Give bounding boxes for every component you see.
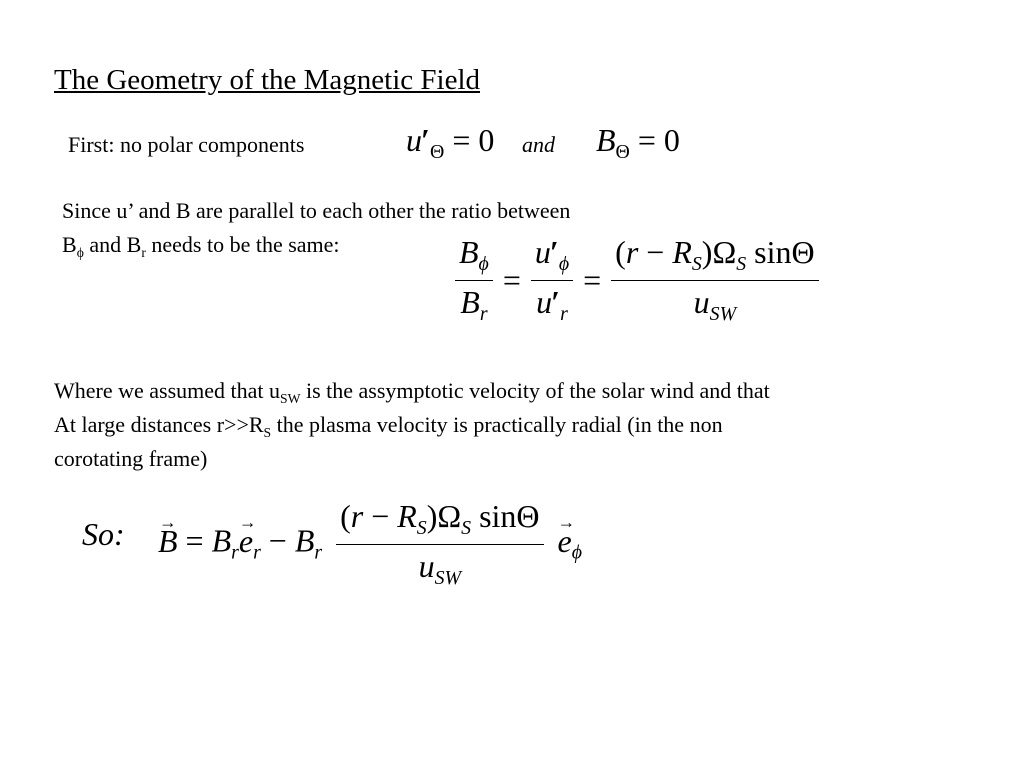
slide-title: The Geometry of the Magnetic Field	[54, 64, 481, 96]
minus-sign: −	[363, 498, 398, 534]
eq-u-symbol: u	[406, 122, 422, 158]
fraction-bar	[336, 544, 543, 545]
frac2-den-sub: r	[560, 302, 568, 325]
where-l2-sub: S	[263, 424, 272, 440]
ephi-sub: ϕ	[571, 541, 582, 564]
prime-mark: ′	[551, 283, 561, 320]
frac3-R-sub: S	[691, 252, 702, 275]
ratio-equation	[455, 236, 819, 325]
frac2-num: u	[534, 234, 551, 270]
so-R-sub: S	[416, 516, 427, 539]
equals-sign: =	[583, 262, 602, 299]
paren-open: (	[615, 234, 626, 270]
er-sub: r	[253, 541, 261, 564]
frac1-num: B	[459, 234, 479, 270]
first-line-text: First: no polar components	[68, 132, 305, 157]
fraction-bar	[531, 280, 573, 281]
fraction-b	[455, 236, 493, 325]
eq-b-symbol: B	[596, 122, 616, 158]
unit-vector-ephi: → e	[558, 525, 572, 557]
so-label: So:	[82, 516, 125, 552]
frac3-omega-sub: S	[736, 252, 747, 275]
minus-sign: −	[638, 234, 673, 270]
where-l1a: Where we assumed that u	[54, 378, 281, 403]
where-l2a: At large distances r>>R	[54, 412, 264, 437]
frac1-num-sub: ϕ	[478, 252, 489, 275]
where-l1b: is the assymptotic velocity of the solar wind and that	[300, 378, 770, 403]
fraction-omega-2	[336, 500, 543, 589]
frac3-R: R	[672, 234, 692, 270]
since-rest: needs to be the same:	[145, 232, 340, 257]
field-equation	[158, 500, 582, 589]
frac3-r: r	[625, 234, 639, 270]
fraction-omega	[611, 236, 818, 325]
since-b: B	[62, 232, 77, 257]
since-line-2	[62, 232, 340, 261]
frac3-den-sub: SW	[709, 302, 737, 325]
b-r-2: B	[294, 522, 315, 559]
so-den: u	[418, 547, 435, 584]
eq-u-rhs: = 0	[452, 122, 495, 158]
so-r: r	[350, 498, 364, 534]
since-r-sub: r	[141, 244, 146, 260]
where-l2b: the plasma velocity is practically radial (in the non	[271, 412, 723, 437]
so-omega-sub: S	[461, 516, 472, 539]
minus-sign: −	[260, 522, 295, 559]
equals-sign: =	[502, 262, 521, 299]
prime-mark: ′	[549, 234, 559, 270]
prime-mark: ′	[421, 122, 430, 158]
paren-open: (	[340, 498, 351, 534]
and-word: and	[522, 132, 555, 157]
fraction-bar	[611, 280, 818, 281]
so-R: R	[397, 498, 417, 534]
b-r-sub: r	[231, 541, 239, 564]
where-line-1	[54, 378, 770, 407]
frac1-den-sub: r	[479, 302, 488, 325]
equation-u-theta	[406, 124, 494, 163]
where-l1-sub: SW	[280, 390, 301, 406]
so-sin: sinΘ	[471, 498, 540, 534]
frac1-den: B	[460, 283, 480, 320]
eq-b-rhs: = 0	[637, 122, 680, 158]
since-line-1: Since u’ and B are parallel to each other the ratio between	[62, 198, 571, 223]
equals-sign: =	[177, 522, 212, 559]
since-and: and B	[83, 232, 142, 257]
vector-b: → B	[158, 525, 178, 557]
frac2-num-sub: ϕ	[558, 252, 570, 275]
b-r: B	[211, 522, 232, 559]
frac2-den: u	[536, 283, 553, 320]
where-line-3: corotating frame)	[54, 446, 208, 471]
paren-close-omega: )Ω	[701, 234, 737, 270]
unit-vector-er: → e	[239, 525, 253, 557]
since-phi-sub: ϕ	[76, 244, 84, 260]
frac3-den: u	[693, 283, 710, 320]
frac3-sin: sinΘ	[746, 234, 815, 270]
fraction-u	[531, 236, 573, 325]
equation-b-theta	[596, 124, 680, 163]
b-r-2-sub: r	[314, 541, 323, 564]
fraction-bar	[455, 280, 493, 281]
so-den-sub: SW	[434, 566, 462, 589]
eq-u-sub: Θ	[430, 140, 445, 163]
paren-close-omega: )Ω	[426, 498, 462, 534]
where-line-2	[54, 412, 723, 441]
eq-b-sub: Θ	[615, 140, 630, 163]
